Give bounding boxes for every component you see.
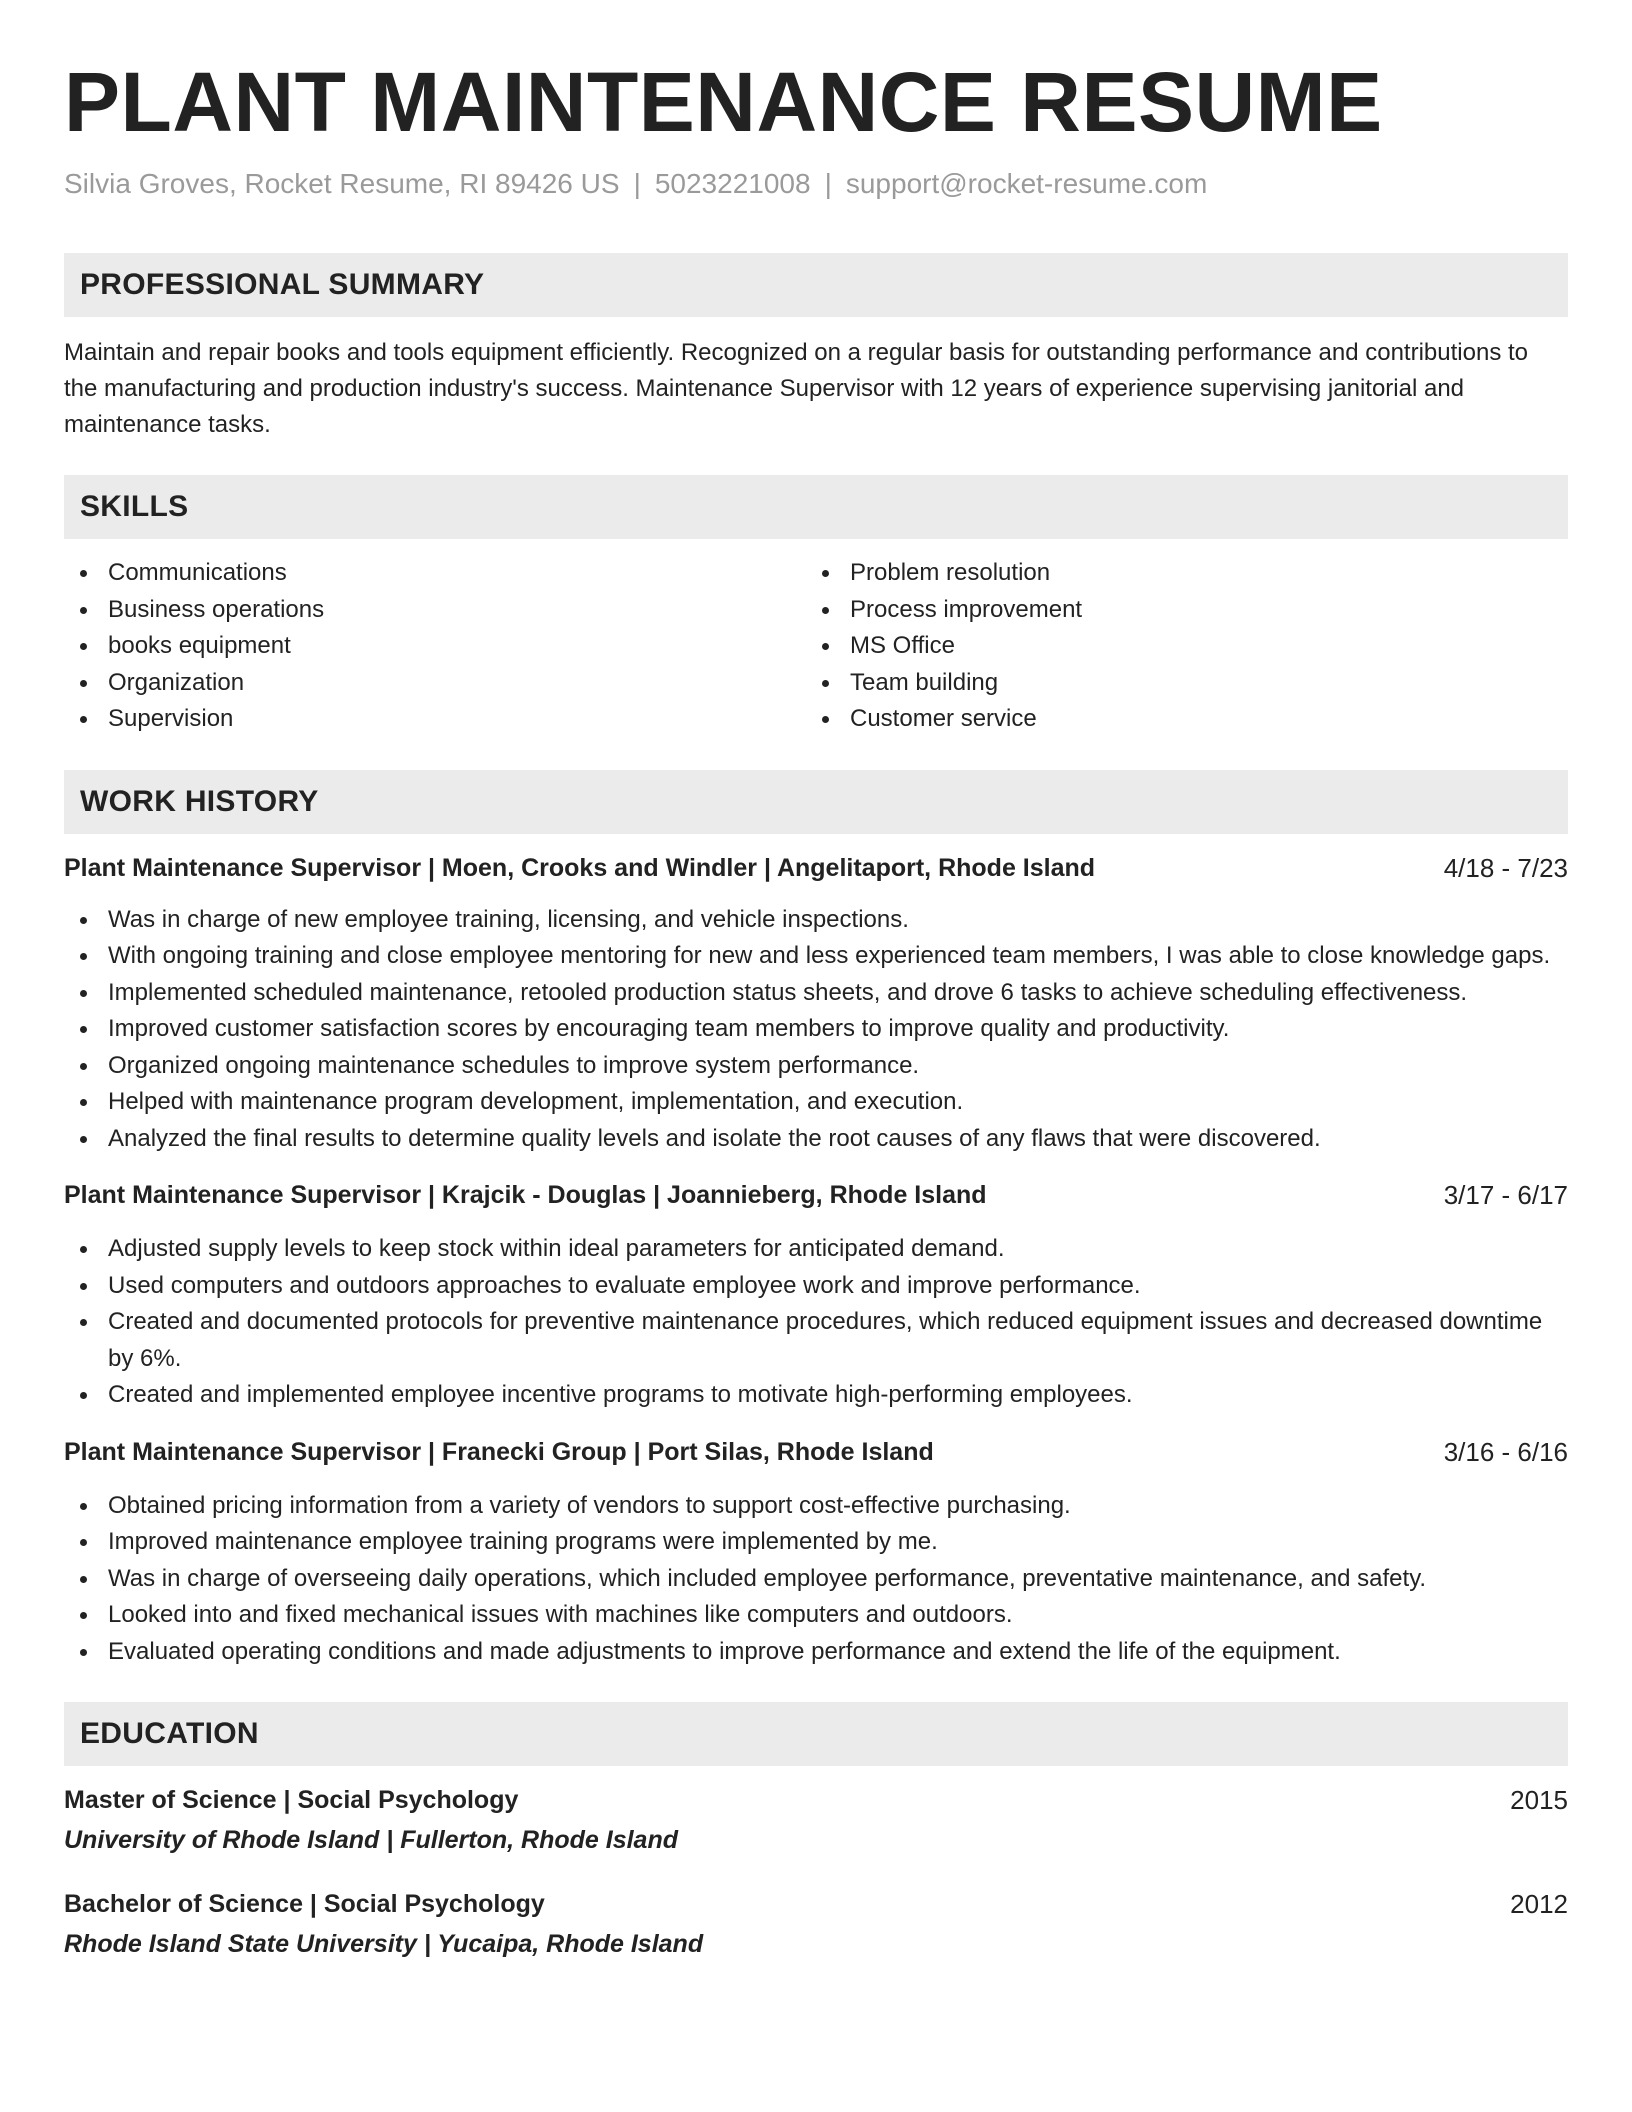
skill-item: Team building bbox=[806, 665, 1548, 702]
contact-separator: | bbox=[633, 168, 641, 199]
resume-title: PLANT MAINTENANCE RESUME bbox=[64, 55, 1383, 149]
job-bullet: Analyzed the final results to determine quality levels and isolate the root causes of any flaws that were discovered. bbox=[64, 1121, 1568, 1158]
job-bullets bbox=[64, 902, 1568, 1158]
job-dates: 4/18 - 7/23 bbox=[1443, 852, 1568, 883]
skills-list bbox=[64, 555, 1568, 738]
job-bullet: Looked into and fixed mechanical issues with machines like computers and outdoors. bbox=[64, 1597, 1568, 1634]
education-header bbox=[64, 1782, 1568, 1818]
job-header bbox=[64, 1434, 1568, 1470]
education-entry bbox=[64, 1886, 1568, 1962]
job-title: Plant Maintenance Supervisor | Moen, Crooks and Windler | Angelitaport, Rhode Island bbox=[64, 853, 1096, 882]
education-header bbox=[64, 1886, 1568, 1922]
job-title: Plant Maintenance Supervisor | Krajcik - Douglas | Joannieberg, Rhode Island bbox=[64, 1181, 987, 1209]
education-entry bbox=[64, 1782, 1568, 1858]
job-bullet: Organized ongoing maintenance schedules to improve system performance. bbox=[64, 1048, 1568, 1085]
job-bullet: Was in charge of overseeing daily operations, which included employee performance, preventative maintenance, and safety. bbox=[64, 1561, 1568, 1598]
job-bullet: Created and implemented employee incentive programs to motivate high-performing employees. bbox=[64, 1377, 1568, 1414]
contact-email: support@rocket-resume.com bbox=[845, 168, 1208, 199]
education-degree: Bachelor of Science | Social Psychology bbox=[64, 1890, 545, 1918]
job-bullet: Helped with maintenance program development, implementation, and execution. bbox=[64, 1084, 1568, 1121]
job-bullet: Improved maintenance employee training programs were implemented by me. bbox=[64, 1524, 1568, 1561]
job-bullet: Obtained pricing information from a variety of vendors to support cost-effective purchasing. bbox=[64, 1488, 1568, 1525]
education-heading: EDUCATION bbox=[64, 1702, 1568, 1766]
job-header bbox=[64, 1177, 1568, 1213]
skill-item: Problem resolution bbox=[806, 555, 1548, 592]
job-bullet: Created and documented protocols for preventive maintenance procedures, which reduced equipment issues and decreased downtime by 6%. bbox=[64, 1304, 1568, 1377]
job-bullet: Implemented scheduled maintenance, retooled production status sheets, and drove 6 tasks to achieve scheduling effectiveness. bbox=[64, 975, 1568, 1012]
job-bullet: Improved customer satisfaction scores by encouraging team members to improve quality and productivity. bbox=[64, 1011, 1568, 1048]
job-entry bbox=[64, 1434, 1568, 1671]
education-school: University of Rhode Island | Fullerton, Rhode Island bbox=[64, 1826, 679, 1854]
skill-item: Customer service bbox=[806, 701, 1548, 738]
education-degree: Master of Science | Social Psychology bbox=[64, 1786, 519, 1814]
job-bullet: Was in charge of new employee training, licensing, and vehicle inspections. bbox=[64, 902, 1568, 939]
skill-item: Organization bbox=[64, 665, 806, 702]
skill-item: books equipment bbox=[64, 628, 806, 665]
job-bullet: Adjusted supply levels to keep stock within ideal parameters for anticipated demand. bbox=[64, 1231, 1568, 1268]
skills-column-left bbox=[64, 555, 806, 738]
skills-column-right bbox=[806, 555, 1548, 738]
education-year: 2015 bbox=[1510, 1785, 1568, 1815]
job-title: Plant Maintenance Supervisor | Franecki Group | Port Silas, Rhode Island bbox=[64, 1437, 934, 1466]
summary-heading: PROFESSIONAL SUMMARY bbox=[64, 253, 1568, 317]
contact-line bbox=[64, 166, 1568, 202]
education-school: Rhode Island State University | Yucaipa, Rhode Island bbox=[64, 1930, 704, 1958]
job-bullets bbox=[64, 1231, 1568, 1414]
skill-item: Business operations bbox=[64, 592, 806, 629]
job-entry bbox=[64, 850, 1568, 1158]
job-bullet: Evaluated operating conditions and made adjustments to improve performance and extend the life of the equipment. bbox=[64, 1634, 1568, 1671]
contact-address: Silvia Groves, Rocket Resume, RI 89426 US bbox=[64, 168, 620, 199]
job-entry bbox=[64, 1177, 1568, 1414]
contact-phone: 5023221008 bbox=[654, 168, 811, 199]
job-bullet: With ongoing training and close employee mentoring for new and less experienced team members, I was able to close knowledge gaps. bbox=[64, 938, 1568, 975]
education-year: 2012 bbox=[1510, 1889, 1568, 1919]
job-dates: 3/17 - 6/17 bbox=[1443, 1180, 1568, 1210]
skill-item: Supervision bbox=[64, 701, 806, 738]
job-bullets bbox=[64, 1488, 1568, 1671]
skill-item: MS Office bbox=[806, 628, 1548, 665]
job-header bbox=[64, 850, 1568, 886]
work-history-heading: WORK HISTORY bbox=[64, 770, 1568, 834]
skill-item: Process improvement bbox=[806, 592, 1548, 629]
skills-heading: SKILLS bbox=[64, 475, 1568, 539]
contact-separator: | bbox=[824, 168, 832, 199]
job-dates: 3/16 - 6/16 bbox=[1443, 1436, 1568, 1467]
summary-text: Maintain and repair books and tools equipment efficiently. Recognized on a regular basis for outstanding performance and contributions to the manufacturing and production industry's success. Maintenance Supervisor with 12 years of experience supervising janitorial and maintenance tasks. bbox=[64, 339, 1528, 438]
job-bullet: Used computers and outdoors approaches to evaluate employee work and improve performance. bbox=[64, 1268, 1568, 1305]
skill-item: Communications bbox=[64, 555, 806, 592]
